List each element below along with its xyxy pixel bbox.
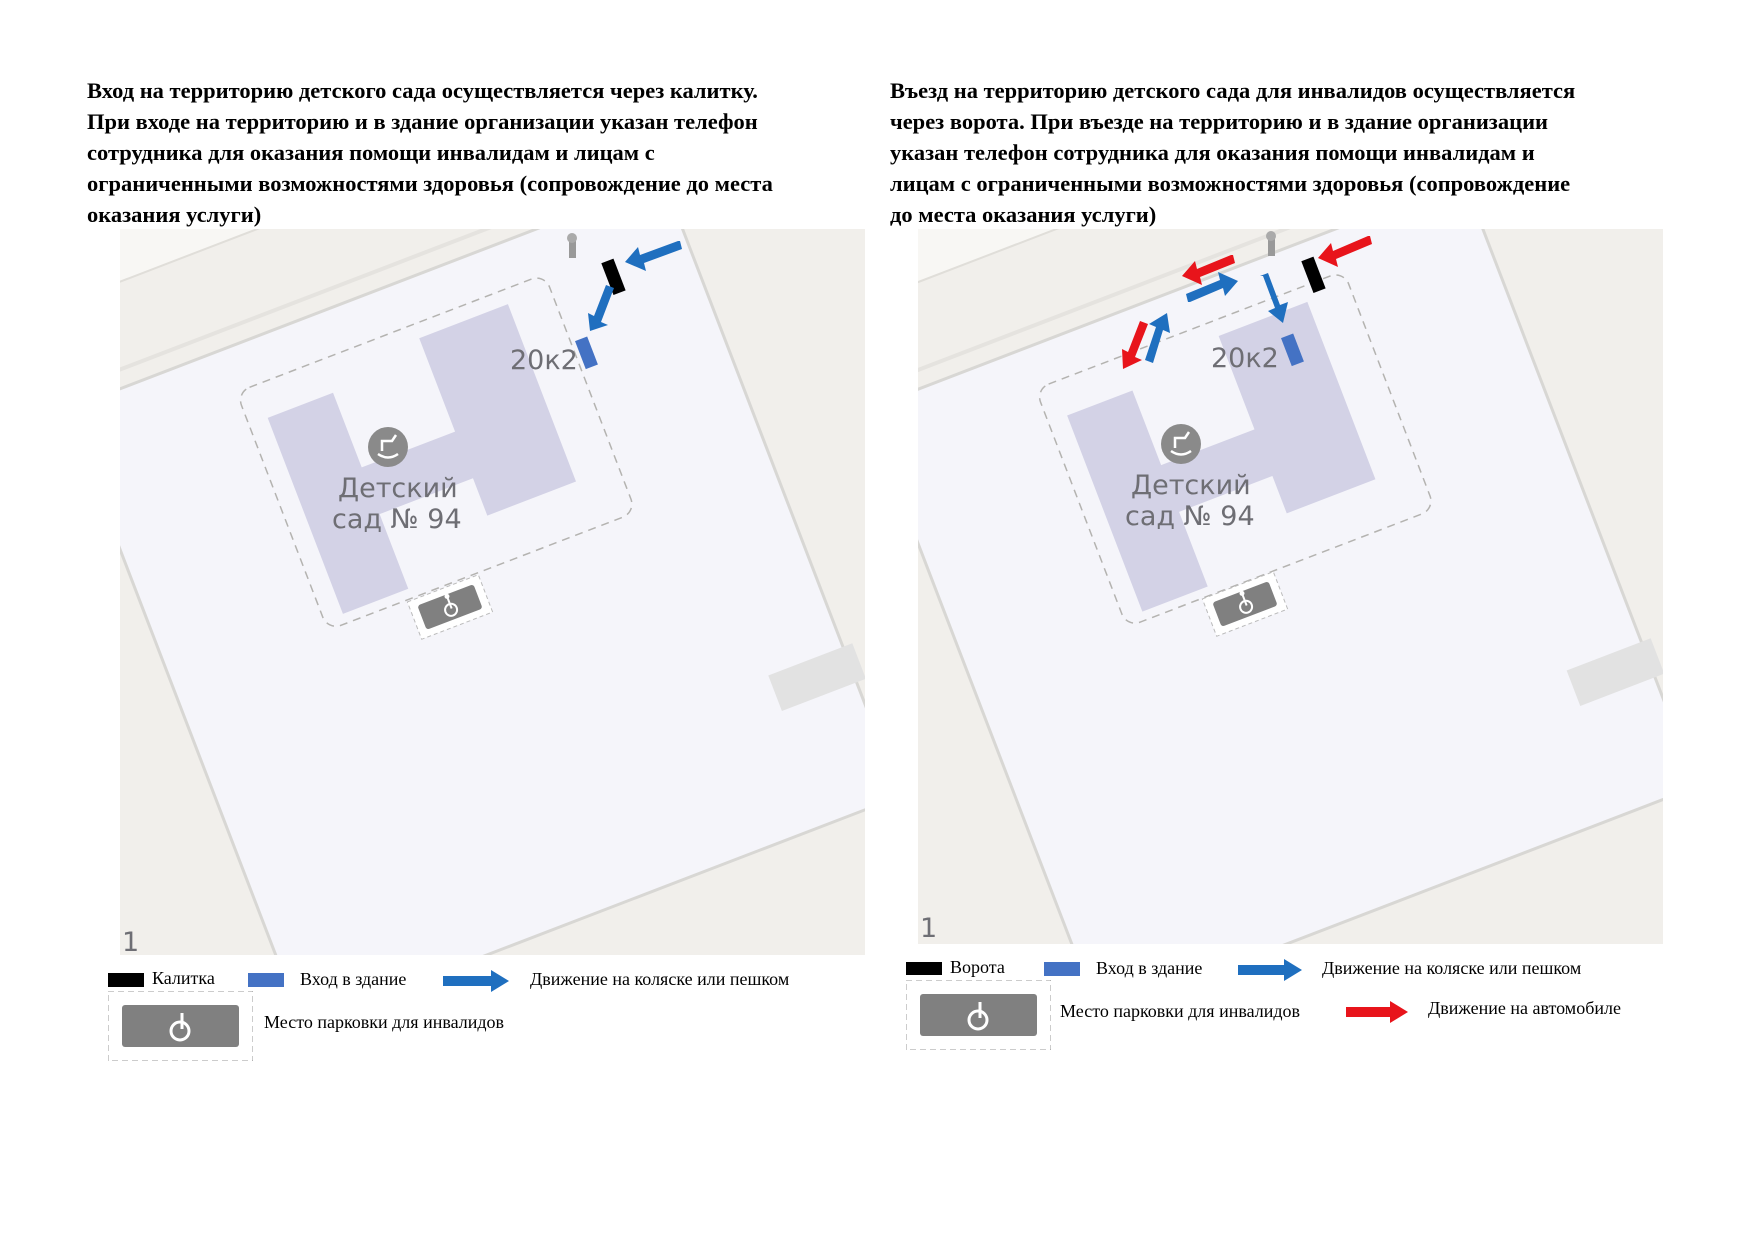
- right-map: [918, 229, 1663, 944]
- legend-entrance-swatch: [1044, 962, 1080, 976]
- right-text-line: Въезд на территорию детского сада для инвалидов осуществляется: [890, 78, 1576, 103]
- kindergarten-name: сад № 94: [332, 504, 462, 535]
- legend-gate-label: Ворота: [950, 957, 1005, 977]
- right-description: [890, 75, 1673, 230]
- legend-parking-label: Место парковки для инвалидов: [1060, 1001, 1301, 1021]
- right-text-line: до места оказания услуги): [890, 202, 1157, 227]
- right-text-line: через ворота. При въезде на территорию и в здание организации: [890, 109, 1548, 134]
- left-text-line: Вход на территорию детского сада осуществляется через калитку.: [87, 78, 758, 103]
- legend-entrance-label: Вход в здание: [1096, 958, 1203, 978]
- left-map-canvas: [120, 229, 865, 955]
- legend-walk-arrow: [443, 970, 511, 992]
- kindergarten-name: сад № 94: [1125, 501, 1255, 532]
- building-number: 20к2: [510, 345, 578, 376]
- left-description: [87, 75, 870, 230]
- corner-number: 1: [122, 927, 140, 955]
- legend-car-label: Движение на автомобиле: [1428, 998, 1621, 1018]
- rocking-horse-icon: [1161, 424, 1201, 464]
- legend-gate-label: Калитка: [152, 968, 215, 988]
- right-text-line: лицам с ограниченными возможностями здоровья (сопровождение: [890, 171, 1571, 196]
- legend-entrance-label: Вход в здание: [300, 969, 407, 989]
- legend-car-arrow: [1346, 1001, 1410, 1023]
- corner-number: 1: [920, 913, 938, 944]
- legend-gate-swatch: [108, 973, 144, 987]
- left-text-line: При входе на территорию и в здание организации указан телефон: [87, 109, 758, 134]
- left-map: [120, 229, 865, 955]
- legend-gate-swatch: [906, 962, 942, 975]
- legend-parking-icon: [108, 991, 253, 1061]
- right-text-line: указан телефон сотрудника для оказания помощи инвалидам и: [890, 140, 1535, 165]
- legend-walk-label: Движение на коляске или пешком: [1322, 958, 1582, 978]
- left-text-line: сотрудника для оказания помощи инвалидам и лицам с: [87, 140, 655, 165]
- rocking-horse-icon: [368, 427, 408, 467]
- kindergarten-name: Детский: [338, 473, 458, 504]
- left-text-line: оказания услуги): [87, 202, 262, 227]
- legend-walk-arrow: [1238, 959, 1304, 981]
- right-map-canvas: [918, 229, 1663, 944]
- legend-parking-label: Место парковки для инвалидов: [264, 1012, 505, 1032]
- kindergarten-name: Детский: [1131, 470, 1251, 501]
- legend-parking-icon: [906, 980, 1051, 1050]
- building-number: 20к2: [1211, 343, 1279, 374]
- legend-entrance-swatch: [248, 973, 284, 987]
- legend-walk-label: Движение на коляске или пешком: [530, 969, 790, 989]
- left-text-line: ограниченными возможностями здоровья (сопровождение до места: [87, 171, 773, 196]
